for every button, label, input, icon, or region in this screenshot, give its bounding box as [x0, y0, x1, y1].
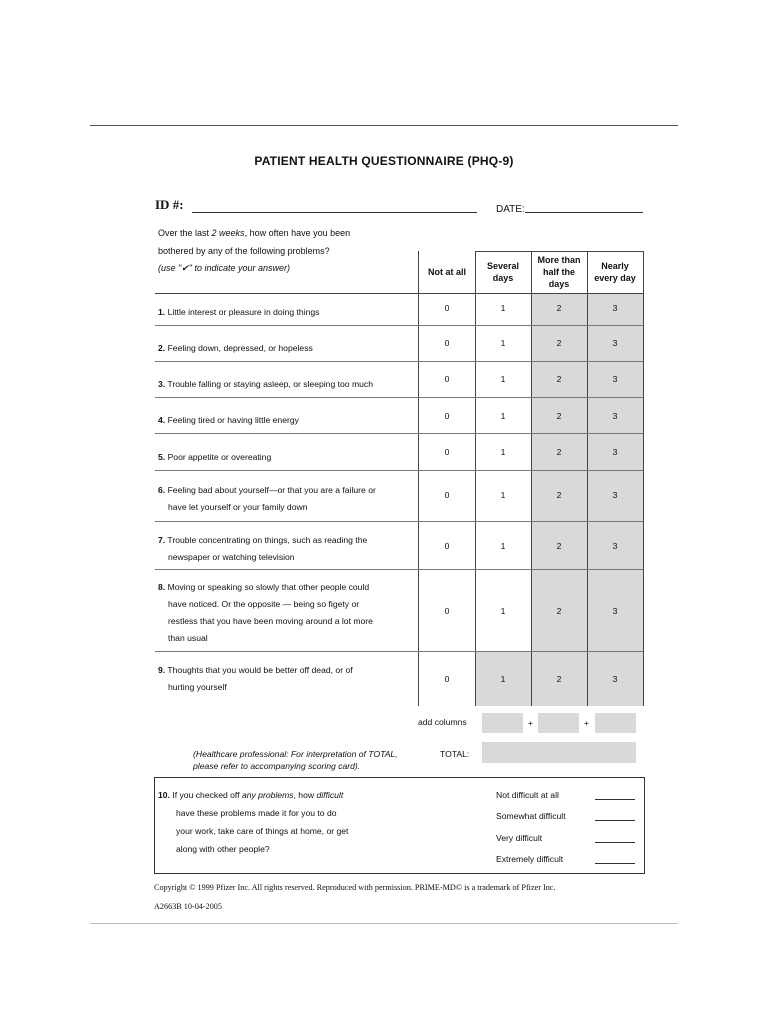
option-not-difficult: Not difficult at all: [496, 790, 559, 800]
row-divider: [155, 521, 643, 522]
scoring-note: (Healthcare professional: For interpretation of TOTAL, please refer to accompanying scoring card).: [193, 749, 398, 771]
answer-q5-more-than-half[interactable]: 2: [556, 447, 562, 457]
answer-q8-more-than-half[interactable]: 2: [556, 606, 562, 616]
answer-q4-several-days[interactable]: 1: [500, 411, 506, 421]
row-divider: [155, 651, 643, 652]
question-9: 9. Thoughts that you would be better off dead, or of hurting yourself: [158, 665, 353, 692]
grid-line: [475, 251, 643, 252]
row-divider: [155, 433, 643, 434]
answer-q2-not-at-all[interactable]: 0: [444, 338, 450, 348]
question-5: 5. Poor appetite or overeating: [158, 452, 272, 462]
answer-q6-several-days[interactable]: 1: [500, 490, 506, 500]
question-10-line-1: 10. If you checked off any problems, how difficult: [158, 790, 344, 800]
date-field[interactable]: [525, 212, 643, 213]
row-divider: [155, 293, 643, 294]
answer-q1-several-days[interactable]: 1: [500, 303, 506, 313]
grid-line: [531, 251, 532, 706]
grid-line: [418, 251, 419, 706]
answer-q3-nearly-every-day[interactable]: 3: [612, 374, 618, 384]
answer-q3-several-days[interactable]: 1: [500, 374, 506, 384]
column-header-more-than-half: More than half the days: [537, 255, 581, 289]
form-code: A2663B 10-04-2005: [154, 902, 222, 911]
column-header-not-at-all: Not at all: [427, 267, 466, 277]
row-divider: [155, 397, 643, 398]
question-4: 4. Feeling tired or having little energy: [158, 415, 299, 425]
answer-q7-not-at-all[interactable]: 0: [444, 541, 450, 551]
instructions-line-1: Over the last 2 weeks, how often have you been: [158, 228, 351, 238]
plus-sign: +: [584, 718, 590, 728]
add-columns-label: add columns: [418, 717, 467, 727]
option-extremely-difficult-blank[interactable]: [595, 863, 635, 864]
question-8: 8. Moving or speaking so slowly that other people could have noticed. Or the opposite — being so figety or restless that you have been moving around a lot more than usual: [158, 582, 373, 643]
answer-q1-nearly-every-day[interactable]: 3: [612, 303, 618, 313]
question-1: 1. Little interest or pleasure in doing things: [158, 307, 320, 317]
answer-q7-several-days[interactable]: 1: [500, 541, 506, 551]
page-title: PATIENT HEALTH QUESTIONNAIRE (PHQ-9): [254, 154, 514, 168]
row-divider: [155, 361, 643, 362]
answer-q1-more-than-half[interactable]: 2: [556, 303, 562, 313]
answer-q2-nearly-every-day[interactable]: 3: [612, 338, 618, 348]
answer-q5-several-days[interactable]: 1: [500, 447, 506, 457]
answer-q4-not-at-all[interactable]: 0: [444, 411, 450, 421]
total-label: TOTAL:: [440, 749, 470, 759]
bottom-rule: [90, 923, 678, 924]
column-sum-nearly-every-day[interactable]: [595, 713, 636, 733]
option-not-difficult-blank[interactable]: [595, 799, 635, 800]
answer-q9-several-days[interactable]: 1: [500, 674, 506, 684]
option-extremely-difficult: Extremely difficult: [496, 854, 564, 864]
answer-q8-nearly-every-day[interactable]: 3: [612, 606, 618, 616]
column-header-nearly-every-day: Nearly every day: [594, 261, 636, 283]
answer-q2-more-than-half[interactable]: 2: [556, 338, 562, 348]
answer-q5-not-at-all[interactable]: 0: [444, 447, 450, 457]
answer-q1-not-at-all[interactable]: 0: [444, 303, 450, 313]
answer-q7-nearly-every-day[interactable]: 3: [612, 541, 618, 551]
instructions-line-3: (use "✔" to indicate your answer): [158, 263, 290, 273]
answer-q6-nearly-every-day[interactable]: 3: [612, 490, 618, 500]
question-2: 2. Feeling down, depressed, or hopeless: [158, 343, 313, 353]
copyright-notice: Copyright © 1999 Pfizer Inc. All rights reserved. Reproduced with permission. PRIME-MD© is a trademark of Pfizer Inc.: [154, 883, 556, 892]
column-sum-several-days[interactable]: [482, 713, 523, 733]
option-very-difficult-blank[interactable]: [595, 842, 635, 843]
id-label: ID #:: [155, 197, 184, 212]
row-divider: [155, 470, 643, 471]
row-divider: [155, 325, 643, 326]
answer-q4-more-than-half[interactable]: 2: [556, 411, 562, 421]
top-rule: [90, 125, 678, 126]
column-sum-more-than-half[interactable]: [538, 713, 579, 733]
plus-sign: +: [528, 718, 534, 728]
answer-q8-several-days[interactable]: 1: [500, 606, 506, 616]
question-7: 7. Trouble concentrating on things, such as reading the newspaper or watching television: [158, 535, 368, 562]
total-field[interactable]: [482, 742, 636, 763]
answer-q6-more-than-half[interactable]: 2: [556, 490, 562, 500]
question-10-line-3: your work, take care of things at home, or get: [176, 826, 349, 836]
question-10-line-2: have these problems made it for you to do: [176, 808, 337, 818]
answer-q4-nearly-every-day[interactable]: 3: [612, 411, 618, 421]
option-somewhat-difficult-blank[interactable]: [595, 820, 635, 821]
option-somewhat-difficult: Somewhat difficult: [496, 811, 566, 821]
answer-q3-more-than-half[interactable]: 2: [556, 374, 562, 384]
answer-q2-several-days[interactable]: 1: [500, 338, 506, 348]
option-very-difficult: Very difficult: [496, 833, 543, 843]
answer-q6-not-at-all[interactable]: 0: [444, 490, 450, 500]
answer-q9-more-than-half[interactable]: 2: [556, 674, 562, 684]
grid-line: [475, 251, 476, 706]
date-label: DATE:: [496, 204, 525, 215]
answer-q7-more-than-half[interactable]: 2: [556, 541, 562, 551]
question-3: 3. Trouble falling or staying asleep, or sleeping too much: [158, 379, 373, 389]
grid-line: [587, 251, 588, 706]
grid-line: [643, 251, 644, 706]
column-header-several-days: Several days: [486, 261, 520, 283]
id-field[interactable]: [192, 212, 477, 213]
answer-q5-nearly-every-day[interactable]: 3: [612, 447, 618, 457]
question-10-line-4: along with other people?: [176, 844, 270, 854]
answer-q3-not-at-all[interactable]: 0: [444, 374, 450, 384]
answer-q9-nearly-every-day[interactable]: 3: [612, 674, 618, 684]
answer-q8-not-at-all[interactable]: 0: [444, 606, 450, 616]
question-6: 6. Feeling bad about yourself—or that you are a failure or have let yourself or your family down: [158, 485, 376, 512]
instructions-line-2: bothered by any of the following problems?: [158, 246, 330, 256]
row-divider: [155, 569, 643, 570]
answer-q9-not-at-all[interactable]: 0: [444, 674, 450, 684]
